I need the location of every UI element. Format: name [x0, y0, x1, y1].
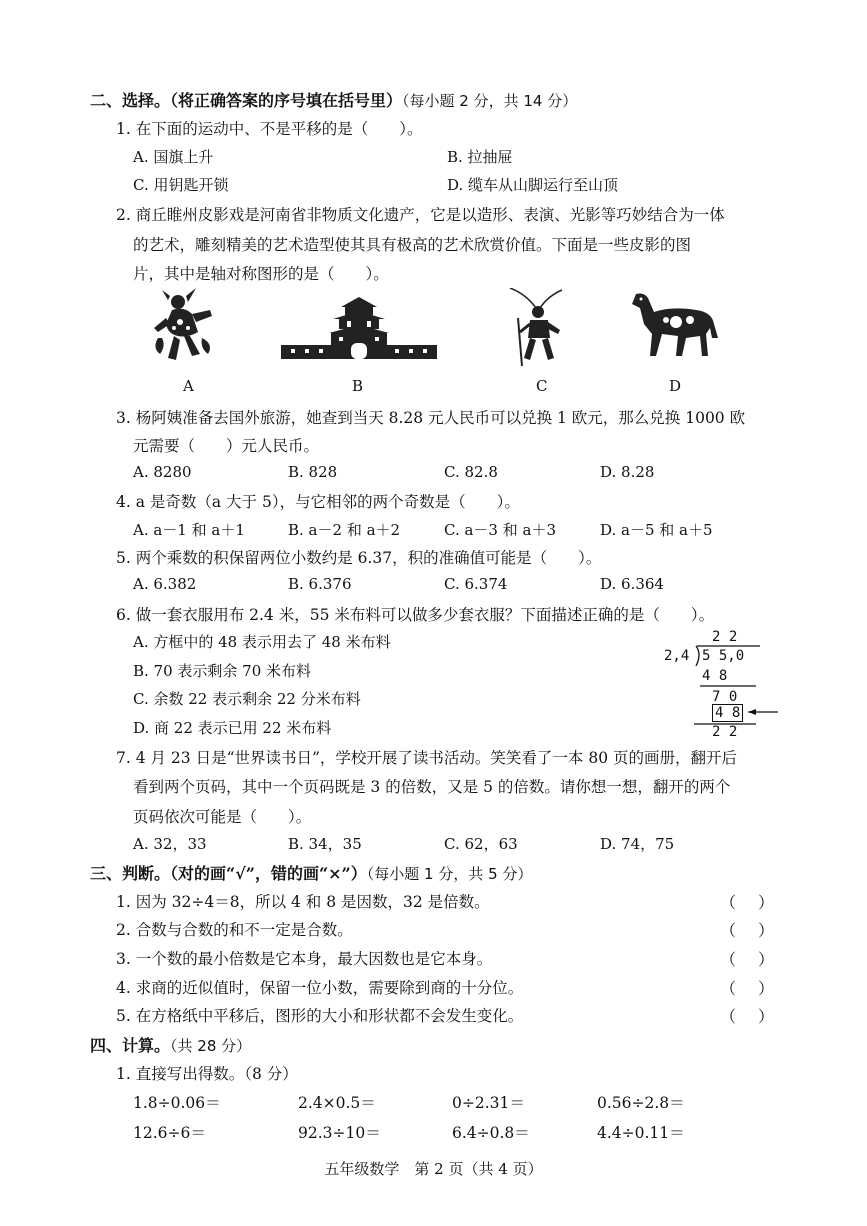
calc-item: 4.4÷0.11＝	[597, 1124, 685, 1142]
q7-option-d: D. 74，75	[600, 835, 675, 853]
judge-item-4: 4. 求商的近似值时，保留一位小数，需要除到商的十分位。	[116, 979, 524, 997]
division-divisor: 2,4	[664, 648, 690, 664]
q3-option-d: D. 8.28	[600, 463, 655, 481]
q5-option-c: C. 6.374	[444, 575, 508, 593]
puppet-figure-a-image	[148, 288, 220, 368]
q6-option-b: B. 70 表示剩余 70 米布料	[133, 662, 312, 680]
calc-item: 12.6÷6＝	[133, 1124, 206, 1142]
q1-text: 1. 在下面的运动中、不是平移的是（ ）。	[116, 120, 423, 138]
judge-answer-bracket-3[interactable]: （ ）	[720, 950, 774, 969]
q6-option-d: D. 商 22 表示已用 22 米布料	[133, 719, 332, 737]
calc-item: 2.4×0.5＝	[298, 1094, 376, 1112]
q5-option-d: D. 6.364	[600, 575, 664, 593]
division-remainder1: 7 0	[712, 689, 738, 705]
division-step1: 4 8	[702, 668, 728, 684]
q7-line1: 7. 4 月 23 日是“世界读书日”，学校开展了读书活动。笑笑看了一本 80 页的画册，翻开后	[116, 749, 738, 767]
judge-item-1: 1. 因为 32÷4＝8，所以 4 和 8 是因数，32 是倍数。	[116, 893, 490, 911]
q4-text: 4. a 是奇数（a 大于 5），与它相邻的两个奇数是（ ）。	[116, 493, 520, 511]
q2-line1: 2. 商丘睢州皮影戏是河南省非物质文化遗产，它是以造形、表演、光影等巧妙结合为一体	[116, 206, 725, 224]
judge-item-3: 3. 一个数的最小倍数是它本身，最大因数也是它本身。	[116, 950, 493, 968]
q7-option-b: B. 34，35	[288, 835, 362, 853]
q3-line1: 3. 杨阿姨准备去国外旅游，她查到当天 8.28 元人民币可以兑换 1 欧元，那么兑换 1000 欧	[116, 409, 746, 427]
section2-score: （每小题 2 分，共 14 分）	[402, 92, 578, 110]
judge-answer-bracket-5[interactable]: （ ）	[720, 1007, 774, 1026]
calc-subtitle: 1. 直接写出得数。（8 分）	[116, 1065, 298, 1083]
picture-label-a: A	[183, 377, 194, 395]
q1-option-b: B. 拉抽屉	[447, 148, 513, 166]
q6-option-c: C. 余数 22 表示剩余 22 分米布料	[133, 690, 361, 708]
section4-title: 四、计算。	[90, 1036, 171, 1055]
division-dividend: 5 5,0	[702, 648, 745, 664]
q4-option-c: C. a－3 和 a＋3	[444, 521, 556, 539]
judge-item-2: 2. 合数与合数的和不一定是合数。	[116, 921, 353, 939]
picture-label-c: C	[536, 377, 548, 395]
judge-answer-bracket-1[interactable]: （ ）	[720, 893, 774, 912]
q7-option-c: C. 62，63	[444, 835, 518, 853]
calc-item: 92.3÷10＝	[298, 1124, 381, 1142]
q4-option-d: D. a－5 和 a＋5	[600, 521, 713, 539]
q3-option-c: C. 82.8	[444, 463, 498, 481]
puppet-warrior-c-image	[506, 288, 566, 368]
picture-label-b: B	[352, 377, 364, 395]
calc-item: 0.56÷2.8＝	[597, 1094, 685, 1112]
picture-label-d: D	[669, 377, 682, 395]
q1-option-d: D. 缆车从山脚运行至山顶	[447, 176, 619, 194]
q2-line2: 的艺术，雕刻精美的艺术造型使其具有极高的艺术欣赏价值。下面是一些皮影的图	[133, 236, 692, 254]
q3-option-b: B. 828	[288, 463, 338, 481]
division-remainder2: 2 2	[712, 724, 738, 740]
section3-score: （每小题 1 分，共 5 分）	[366, 865, 533, 883]
section2-title: 二、选择。	[90, 91, 171, 110]
q7-option-a: A. 32，33	[133, 835, 207, 853]
q3-line2: 元需要（ ）元人民币。	[133, 437, 320, 455]
judge-answer-bracket-2[interactable]: （ ）	[720, 921, 774, 940]
section2-header	[90, 88, 577, 111]
q5-text: 5. 两个乘数的积保留两位小数约是 6.37，积的准确值可能是（ ）。	[116, 549, 602, 567]
division-step2-boxed: 4 8	[712, 704, 743, 722]
q5-option-a: A. 6.382	[133, 575, 197, 593]
q7-line3: 页码依次可能是（ ）。	[133, 808, 312, 826]
q3-option-a: A. 8280	[133, 463, 192, 481]
q4-option-b: B. a－2 和 a＋2	[288, 521, 401, 539]
section3-instruction: （对的画“√”，错的画“×”）	[170, 864, 367, 883]
section4-score: （共 28 分）	[170, 1037, 252, 1055]
q1-option-a: A. 国旗上升	[133, 148, 214, 166]
q4-option-a: A. a－1 和 a＋1	[133, 521, 245, 539]
division-quotient: 2 2	[712, 629, 738, 645]
q5-option-b: B. 6.376	[288, 575, 352, 593]
section3-title: 三、判断。	[90, 864, 171, 883]
q7-line2: 看到两个页码，其中一个页码既是 3 的倍数，又是 5 的倍数。请你想一想，翻开的两个	[133, 778, 731, 796]
judge-item-5: 5. 在方格纸中平移后，图形的大小和形状都不会发生变化。	[116, 1007, 524, 1025]
q6-option-a: A. 方框中的 48 表示用去了 48 米布料	[133, 633, 391, 651]
puppet-tower-b-image	[281, 293, 437, 365]
section3-header	[90, 861, 532, 884]
q6-text: 6. 做一套衣服用布 2.4 米，55 米布料可以做多少套衣服？下面描述正确的是（ ）。	[116, 606, 715, 624]
judge-answer-bracket-4[interactable]: （ ）	[720, 979, 774, 998]
page-footer: 五年级数学 第 2 页（共 4 页）	[324, 1160, 543, 1178]
q1-option-c: C. 用钥匙开锁	[133, 176, 229, 194]
section4-header	[90, 1033, 251, 1056]
puppet-horse-d-image	[626, 290, 722, 366]
calc-item: 0÷2.31＝	[452, 1094, 525, 1112]
division-lines	[660, 640, 780, 730]
section2-instruction: （将正确答案的序号填在括号里）	[170, 91, 403, 110]
calc-item: 6.4÷0.8＝	[452, 1124, 530, 1142]
q2-line3: 片，其中是轴对称图形的是（ ）。	[133, 265, 389, 283]
calc-item: 1.8÷0.06＝	[133, 1094, 221, 1112]
